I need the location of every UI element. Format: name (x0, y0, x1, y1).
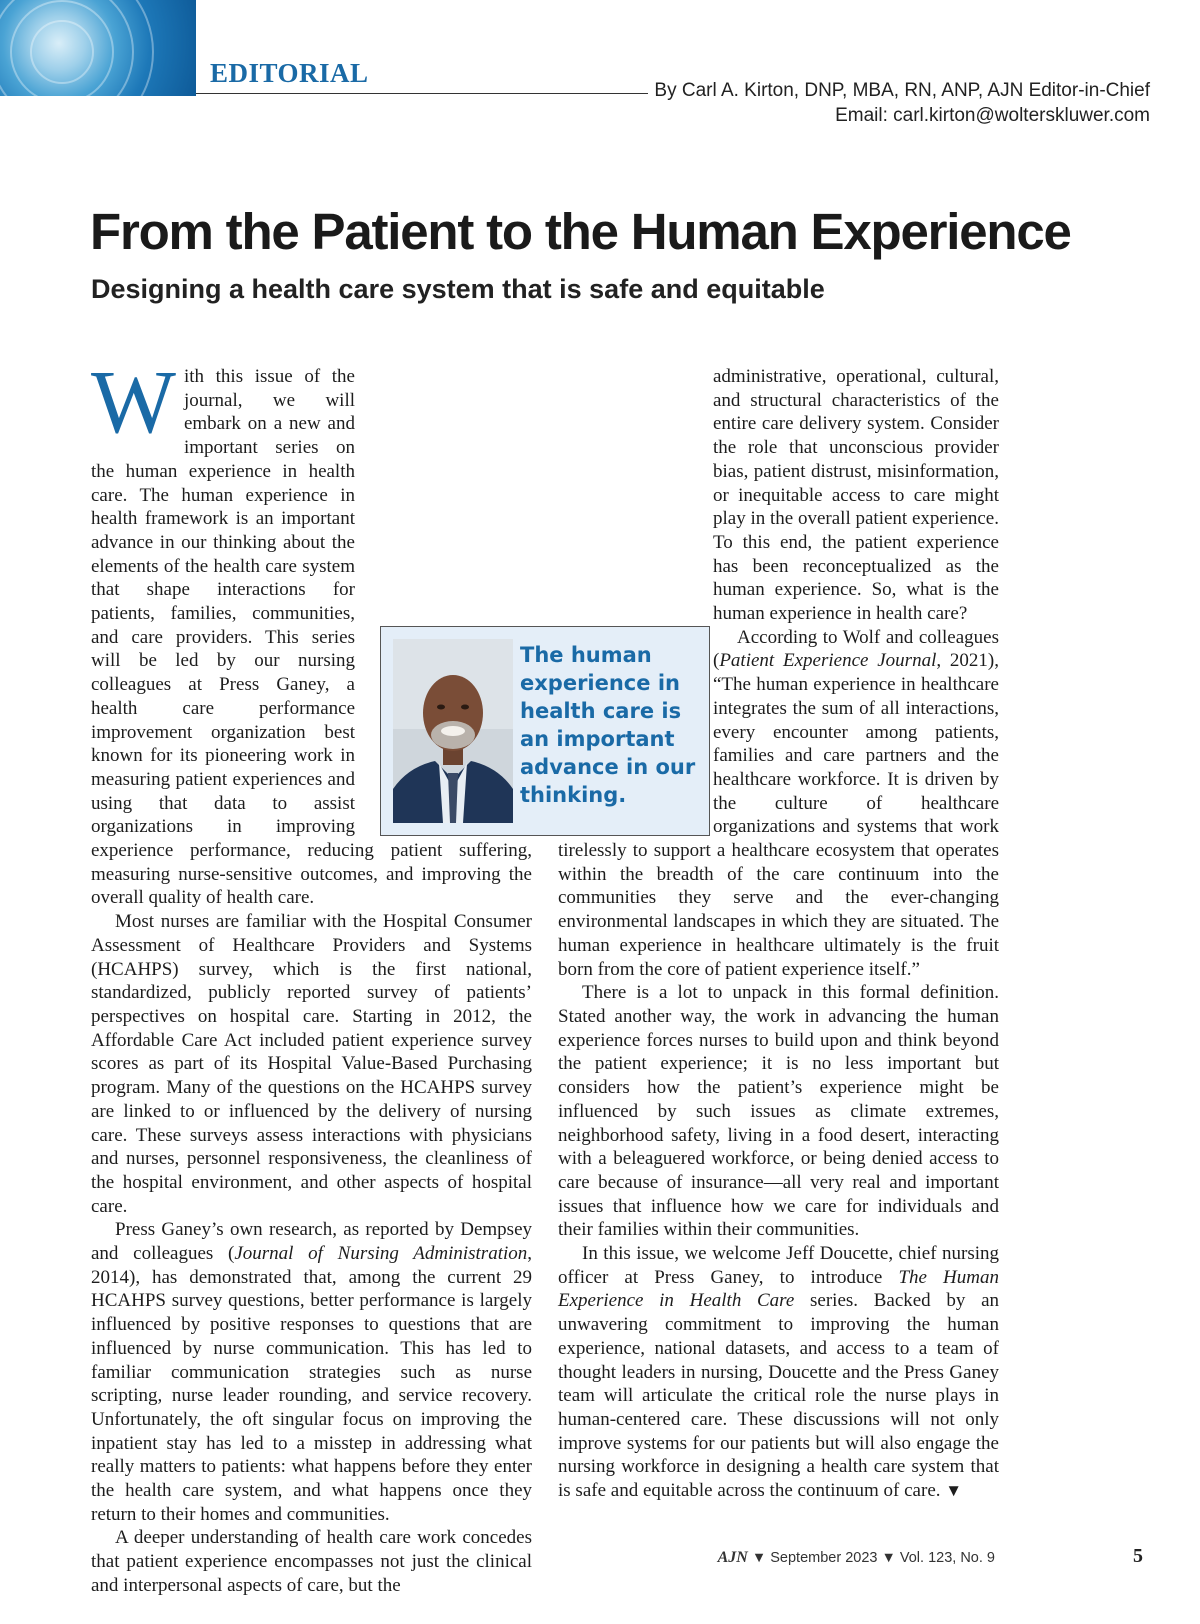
page-number: 5 (1133, 1545, 1143, 1567)
author-portrait (393, 639, 513, 823)
footer-date: September 2023 (770, 1550, 878, 1566)
footer-citation (718, 1549, 995, 1567)
drop-cap: W (91, 353, 176, 452)
byline-block (654, 78, 1150, 128)
triangle-separator-icon: ▼ (751, 1550, 767, 1566)
end-of-article-icon: ▼ (945, 1481, 963, 1501)
article-title: From the Patient to the Human Experience (90, 203, 1071, 260)
article-column-right (558, 365, 999, 1503)
header-rule (196, 93, 648, 94)
article-column-left (91, 353, 532, 1598)
paragraph: There is a lot to unpack in this formal definition. Stated another way, the work in advancing the human experience forces nurses to build upon and think beyond the patient experience; it is no less important but considers how the patient’s experience might be influenced by such issues as climate extremes, neighborhood safety, living in a food desert, interacting with a beleaguered workforce, or being denied access to care because of insurance—all very real and important issues that influence how we care for individuals and their families within their communities. (558, 982, 999, 1241)
paragraph: Press Ganey’s own research, as reported by Dempsey and colleagues (Journal of Nursing Administration, 2014), has demonstrated that, among the current 29 HCAHPS survey questions, better performance is largely influenced by positive responses to questions that are influenced by nurse communication. This has led to familiar communication strategies such as nurse scripting, nurse leader rounding, and service recovery. Unfortunately, the oft singular focus on improving the inpatient stay has led to a misstep in addressing what really matters to patients: what happens before they enter the health care system, and what happens once they return to their homes and communities. (91, 1219, 532, 1525)
paragraph: According to Wolf and colleagues (Patient Experience Journal, 2021), “The human experience in healthcare integrates the sum of all interactions, every encounter among patients, families and care partners and the healthcare workforce. It is driven by the culture of healthcare organizations and systems that work tirelessly to support a healthcare ecosystem that operates within the breadth of the care continuum into the communities they serve and the ever-changing environmental landscapes in which they are situated. The human experience in healthcare ultimately is the fruit born from the core of patient experience itself.” (558, 626, 999, 980)
author-email: Email: carl.kirton@wolterskluwer.com (835, 105, 1150, 126)
paragraph: In this issue, we welcome Jeff Doucette, chief nursing officer at Press Ganey, to introduce The Human Experience in Health Care series. Backed by an unwavering commitment to improving the human experience, national datasets, and access to a team of thought leaders in nursing, Doucette and the Press Ganey team will articulate the critical role the nurse plays in human-centered care. These discussions will not only improve systems for our patients but will also engage the nursing workforce in designing a health care system that is safe and equitable across the continuum of care. ▼ (558, 1243, 999, 1502)
pull-quote-box (380, 626, 710, 836)
paragraph: With this issue of the journal, we will embark on a new and important series on the human experience in health care. The human experience in health framework is an important advance in our thinking about the elements of the health care system that shape interactions for patients, families, communities, and care providers. This series will be led by our nursing colleagues at Press Ganey, a health care performance improvement organization best known for its pioneering work in measuring patient experiences and using that data to assist organizations in improving experience performance, reducing patient suffering, measuring nurse-sensitive outcomes, and improving the overall quality of health care. (91, 353, 532, 909)
triangle-separator-icon: ▼ (881, 1550, 896, 1566)
paragraph: administrative, operational, cultural, and structural characteristics of the entire care delivery system. Consider the role that unconscious provider bias, patient distrust, misinformation, or inequitable access to care might play in the overall patient experience. To this end, the patient experience has been reconceptualized as the human experience. So, what is the human experience in health care? (713, 366, 999, 625)
article-subtitle: Designing a health care system that is safe and equitable (91, 274, 825, 304)
section-label: EDITORIAL (210, 58, 369, 88)
pull-quote-text: The human experience in health care is an important advance in our thinking. (520, 643, 696, 807)
footer-journal: AJN (717, 1549, 748, 1566)
paragraph: A deeper understanding of health care work concedes that patient experience encompasses not just the clinical and interpersonal aspects of care, but the (91, 1527, 532, 1596)
footer-volume: Vol. 123, No. 9 (899, 1550, 995, 1566)
header-decorative-image (0, 0, 196, 96)
byline: By Carl A. Kirton, DNP, MBA, RN, ANP, AJN Editor-in-Chief (654, 80, 1150, 101)
paragraph: Most nurses are familiar with the Hospital Consumer Assessment of Healthcare Providers and Systems (HCAHPS) survey, which is the first national, standardized, publicly reported survey of patients’ perspectives on hospital care. Starting in 2012, the Affordable Care Act included patient experience survey scores as part of its Hospital Value-Based Purchasing program. Many of the questions on the HCAHPS survey are linked to or influenced by the delivery of nursing care. These surveys assess interactions with physicians and nurses, personnel responsiveness, the cleanliness of the hospital environment, and other aspects of hospital care. (91, 911, 532, 1217)
